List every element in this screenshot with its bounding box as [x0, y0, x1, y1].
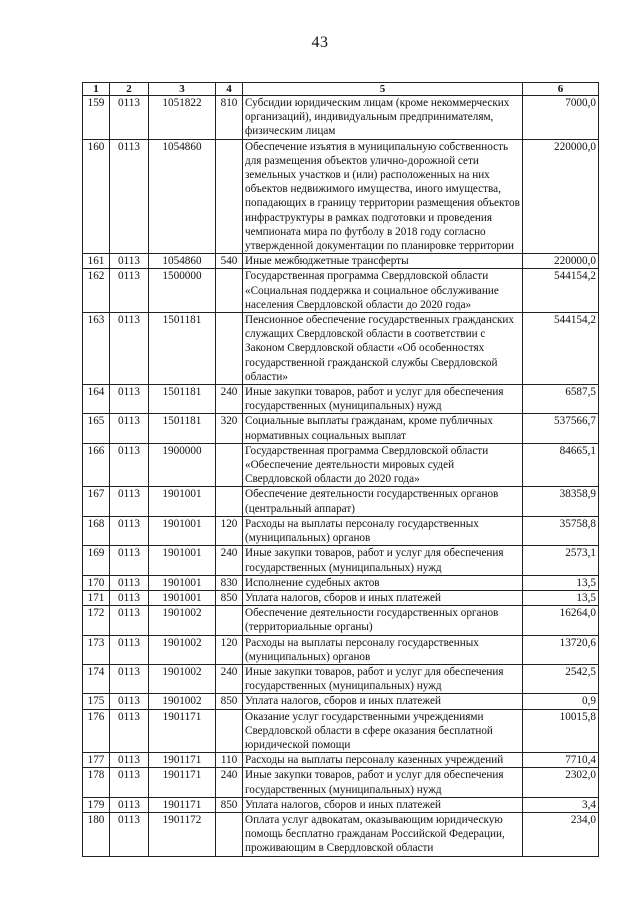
amount-cell: 0,9	[523, 694, 599, 709]
table-row	[83, 590, 599, 605]
target-article-cell: 1901171	[149, 753, 216, 768]
expense-type-cell	[216, 709, 243, 753]
table-row	[83, 768, 599, 797]
target-article-cell: 1900000	[149, 443, 216, 487]
target-article-cell: 1901171	[149, 709, 216, 753]
table-row	[83, 139, 599, 254]
section-code-cell: 0113	[110, 313, 149, 385]
item-name-cell: Обеспечение изъятия в муниципальную собственность для размещения объектов улично-дорожной сети земельных участков и (или) расположенных на них объектов недвижимого имущества, иного имущества, попадающих в границу территории размещения объектов инфраструктуры в рамках подготовки и проведения чемпионата мира по футболу в 2018 году согласно утвержденной документации по планировке территории	[243, 139, 523, 254]
expense-type-cell	[216, 313, 243, 385]
expense-type-cell	[216, 487, 243, 516]
table-row	[83, 516, 599, 545]
item-name-cell: Субсидии юридическим лицам (кроме некоммерческих организаций), индивидуальным предпринимателям, физическим лицам	[243, 96, 523, 140]
expense-type-cell	[216, 139, 243, 254]
table-row	[83, 753, 599, 768]
table-row	[83, 664, 599, 693]
amount-cell: 220000,0	[523, 254, 599, 269]
expense-type-cell: 810	[216, 96, 243, 140]
table-row	[83, 635, 599, 664]
row-number-cell: 172	[83, 606, 110, 635]
amount-cell: 2302,0	[523, 768, 599, 797]
target-article-cell: 1901002	[149, 635, 216, 664]
item-name-cell: Иные закупки товаров, работ и услуг для обеспечения государственных (муниципальных) нужд	[243, 664, 523, 693]
section-code-cell: 0113	[110, 443, 149, 487]
amount-cell: 10015,8	[523, 709, 599, 753]
amount-cell: 7000,0	[523, 96, 599, 140]
page-number: 43	[311, 34, 329, 51]
expense-type-cell: 240	[216, 546, 243, 575]
section-code-cell: 0113	[110, 664, 149, 693]
target-article-cell: 1901002	[149, 606, 216, 635]
row-number-cell: 159	[83, 96, 110, 140]
amount-cell: 220000,0	[523, 139, 599, 254]
target-article-cell: 1901171	[149, 768, 216, 797]
item-name-cell: Исполнение судебных актов	[243, 575, 523, 590]
item-name-cell: Государственная программа Свердловской области «Обеспечение деятельности мировых судей Свердловской области до 2020 года»	[243, 443, 523, 487]
row-number-cell: 162	[83, 269, 110, 313]
expense-type-cell: 120	[216, 516, 243, 545]
amount-cell: 6587,5	[523, 385, 599, 414]
target-article-cell: 1901172	[149, 812, 216, 856]
amount-cell: 38358,9	[523, 487, 599, 516]
row-number-cell: 178	[83, 768, 110, 797]
row-number-cell: 175	[83, 694, 110, 709]
item-name-cell: Уплата налогов, сборов и иных платежей	[243, 694, 523, 709]
amount-cell: 2542,5	[523, 664, 599, 693]
row-number-cell: 174	[83, 664, 110, 693]
amount-cell: 234,0	[523, 812, 599, 856]
target-article-cell: 1901001	[149, 575, 216, 590]
table-body	[83, 96, 599, 857]
table-row	[83, 606, 599, 635]
row-number-cell: 168	[83, 516, 110, 545]
section-code-cell: 0113	[110, 269, 149, 313]
target-article-cell: 1501181	[149, 414, 216, 443]
item-name-cell: Государственная программа Свердловской области «Социальная поддержка и социальное обслуживание населения Свердловской области до 2020 года»	[243, 269, 523, 313]
section-code-cell: 0113	[110, 797, 149, 812]
amount-cell: 3,4	[523, 797, 599, 812]
section-code-cell: 0113	[110, 606, 149, 635]
section-code-cell: 0113	[110, 487, 149, 516]
item-name-cell: Иные межбюджетные трансферты	[243, 254, 523, 269]
amount-cell: 13,5	[523, 590, 599, 605]
header-col-4: 4	[216, 83, 243, 96]
table-row	[83, 443, 599, 487]
table-row	[83, 313, 599, 385]
amount-cell: 544154,2	[523, 313, 599, 385]
amount-cell: 544154,2	[523, 269, 599, 313]
table-row	[83, 487, 599, 516]
expense-type-cell: 240	[216, 385, 243, 414]
header-col-5: 5	[243, 83, 523, 96]
item-name-cell: Оплата услуг адвокатам, оказывающим юридическую помощь бесплатно гражданам Российской Федерации, проживающим в Свердловской области	[243, 812, 523, 856]
table-row	[83, 709, 599, 753]
table-row	[83, 797, 599, 812]
section-code-cell: 0113	[110, 812, 149, 856]
section-code-cell: 0113	[110, 385, 149, 414]
section-code-cell: 0113	[110, 590, 149, 605]
table-row	[83, 414, 599, 443]
row-number-cell: 177	[83, 753, 110, 768]
item-name-cell: Расходы на выплаты персоналу государственных (муниципальных) органов	[243, 635, 523, 664]
section-code-cell: 0113	[110, 753, 149, 768]
expense-type-cell: 540	[216, 254, 243, 269]
amount-cell: 16264,0	[523, 606, 599, 635]
header-col-2: 2	[110, 83, 149, 96]
target-article-cell: 1501181	[149, 385, 216, 414]
item-name-cell: Пенсионное обеспечение государственных гражданских служащих Свердловской области в соответствии с Законом Свердловской области «Об особенностях государственной гражданской службы Свердловской области»	[243, 313, 523, 385]
item-name-cell: Расходы на выплаты персоналу государственных (муниципальных) органов	[243, 516, 523, 545]
row-number-cell: 160	[83, 139, 110, 254]
amount-cell: 84665,1	[523, 443, 599, 487]
target-article-cell: 1054860	[149, 254, 216, 269]
row-number-cell: 173	[83, 635, 110, 664]
item-name-cell: Обеспечение деятельности государственных органов (территориальные органы)	[243, 606, 523, 635]
section-code-cell: 0113	[110, 575, 149, 590]
item-name-cell: Иные закупки товаров, работ и услуг для обеспечения государственных (муниципальных) нужд	[243, 546, 523, 575]
row-number-cell: 176	[83, 709, 110, 753]
header-col-1: 1	[83, 83, 110, 96]
table-row	[83, 96, 599, 140]
item-name-cell: Социальные выплаты гражданам, кроме публичных нормативных социальных выплат	[243, 414, 523, 443]
target-article-cell: 1901001	[149, 546, 216, 575]
amount-cell: 2573,1	[523, 546, 599, 575]
amount-cell: 13,5	[523, 575, 599, 590]
item-name-cell: Обеспечение деятельности государственных органов (центральный аппарат)	[243, 487, 523, 516]
item-name-cell: Иные закупки товаров, работ и услуг для обеспечения государственных (муниципальных) нужд	[243, 385, 523, 414]
target-article-cell: 1054860	[149, 139, 216, 254]
table-row	[83, 812, 599, 856]
section-code-cell: 0113	[110, 709, 149, 753]
table-row	[83, 254, 599, 269]
target-article-cell: 1901001	[149, 516, 216, 545]
row-number-cell: 161	[83, 254, 110, 269]
section-code-cell: 0113	[110, 96, 149, 140]
row-number-cell: 169	[83, 546, 110, 575]
target-article-cell: 1901002	[149, 664, 216, 693]
expense-type-cell: 110	[216, 753, 243, 768]
row-number-cell: 167	[83, 487, 110, 516]
target-article-cell: 1500000	[149, 269, 216, 313]
expense-type-cell	[216, 812, 243, 856]
section-code-cell: 0113	[110, 635, 149, 664]
target-article-cell: 1901171	[149, 797, 216, 812]
expense-type-cell: 240	[216, 664, 243, 693]
section-code-cell: 0113	[110, 694, 149, 709]
section-code-cell: 0113	[110, 139, 149, 254]
expense-type-cell: 120	[216, 635, 243, 664]
expense-type-cell: 850	[216, 590, 243, 605]
section-code-cell: 0113	[110, 254, 149, 269]
row-number-cell: 163	[83, 313, 110, 385]
section-code-cell: 0113	[110, 768, 149, 797]
row-number-cell: 180	[83, 812, 110, 856]
item-name-cell: Иные закупки товаров, работ и услуг для обеспечения государственных (муниципальных) нужд	[243, 768, 523, 797]
target-article-cell: 1901001	[149, 590, 216, 605]
row-number-cell: 171	[83, 590, 110, 605]
header-col-3: 3	[149, 83, 216, 96]
row-number-cell: 179	[83, 797, 110, 812]
amount-cell: 537566,7	[523, 414, 599, 443]
row-number-cell: 165	[83, 414, 110, 443]
table-row	[83, 694, 599, 709]
amount-cell: 35758,8	[523, 516, 599, 545]
amount-cell: 13720,6	[523, 635, 599, 664]
amount-cell: 7710,4	[523, 753, 599, 768]
expense-type-cell	[216, 443, 243, 487]
table-header-row	[83, 83, 599, 96]
expense-type-cell: 320	[216, 414, 243, 443]
section-code-cell: 0113	[110, 414, 149, 443]
expense-type-cell: 850	[216, 797, 243, 812]
target-article-cell: 1051822	[149, 96, 216, 140]
row-number-cell: 170	[83, 575, 110, 590]
row-number-cell: 166	[83, 443, 110, 487]
table-row	[83, 269, 599, 313]
target-article-cell: 1901002	[149, 694, 216, 709]
section-code-cell: 0113	[110, 516, 149, 545]
expense-type-cell: 240	[216, 768, 243, 797]
target-article-cell: 1901001	[149, 487, 216, 516]
expense-type-cell: 850	[216, 694, 243, 709]
budget-table	[82, 82, 599, 857]
table-row	[83, 575, 599, 590]
item-name-cell: Расходы на выплаты персоналу казенных учреждений	[243, 753, 523, 768]
expense-type-cell	[216, 606, 243, 635]
item-name-cell: Уплата налогов, сборов и иных платежей	[243, 590, 523, 605]
header-col-6: 6	[523, 83, 599, 96]
expense-type-cell: 830	[216, 575, 243, 590]
row-number-cell: 164	[83, 385, 110, 414]
expense-type-cell	[216, 269, 243, 313]
table-row	[83, 546, 599, 575]
item-name-cell: Оказание услуг государственными учреждениями Свердловской области в сфере оказания бесплатной юридической помощи	[243, 709, 523, 753]
section-code-cell: 0113	[110, 546, 149, 575]
table-row	[83, 385, 599, 414]
item-name-cell: Уплата налогов, сборов и иных платежей	[243, 797, 523, 812]
target-article-cell: 1501181	[149, 313, 216, 385]
